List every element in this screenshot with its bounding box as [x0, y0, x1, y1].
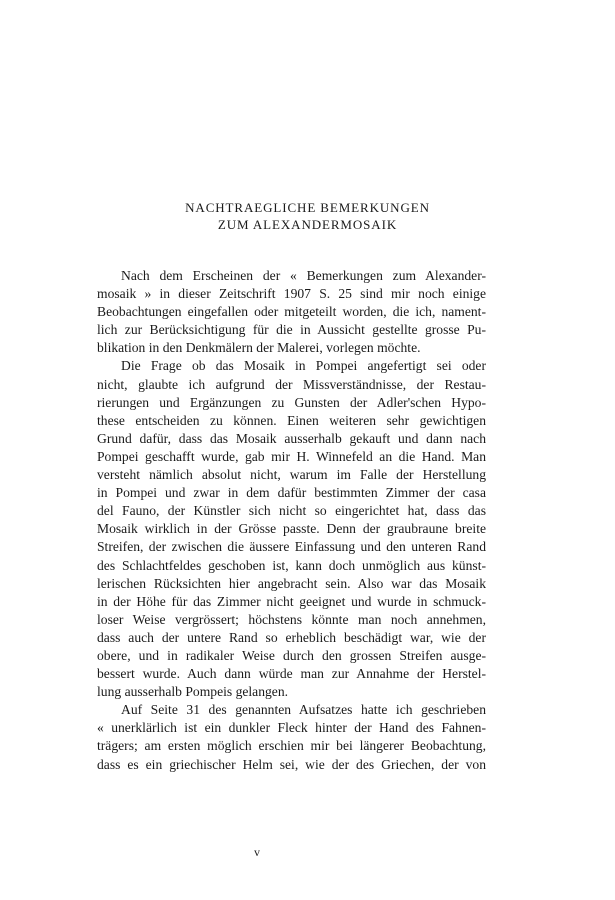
body-text	[97, 267, 486, 774]
text-line: nicht, glaubte ich aufgrund der Missverständnisse, der Restau-	[97, 376, 486, 392]
text-line: Grund dafür, dass das Mosaik ausserhalb gekauft und dann nach	[97, 430, 486, 446]
text-line: blikation in den Denkmälern der Malerei, vorlegen möchte.	[97, 340, 421, 356]
text-line: Mosaik wirklich in der Grösse passte. Denn der graubraune breite	[97, 521, 486, 537]
title-line-1: NACHTRAEGLICHE BEMERKUNGEN	[185, 200, 430, 215]
text-line: dass auch der untere Rand so erheblich beschädigt war, wie der	[97, 629, 486, 645]
signature-mark: v	[254, 845, 260, 859]
text-line: trägers; am ersten möglich erschien mir bei längerer Beobachtung,	[97, 738, 486, 754]
text-line: mosaik » in dieser Zeitschrift 1907 S. 25 sind mir noch einige	[97, 286, 486, 302]
text-line: lung ausserhalb Pompeis gelangen.	[97, 684, 289, 700]
text-line: Streifen, der zwischen die äussere Einfassung und den unteren Rand	[97, 539, 486, 555]
text-line: loser Weise vergrössert; höchstens könnte man noch annehmen,	[97, 611, 486, 627]
text-line: « unerklärlich ist ein dunkler Fleck hinter der Hand des Fahnen-	[97, 720, 486, 736]
text-line: Pompei geschafft wurde, gab mir H. Winnefeld an die Hand. Man	[97, 448, 486, 464]
text-line: these entscheiden zu können. Einen weiteren sehr gewichtigen	[97, 412, 486, 428]
text-line: lich zur Berücksichtigung für die in Aussicht gestellte grosse Pu-	[97, 322, 486, 338]
text-line: Beobachtungen eingefallen oder mitgeteilt worden, die ich, nament-	[97, 304, 486, 320]
title-line-2: ZUM ALEXANDERMOSAIK	[217, 217, 398, 232]
text-line: del Fauno, der Künstler sich nicht so eingerichtet hat, dass das	[97, 503, 486, 519]
text-line: des Schlachtfeldes geschoben ist, kann doch unmöglich aus künst-	[97, 557, 486, 573]
text-line: in der Höhe für das Zimmer nicht geeignet und wurde in schmuck-	[97, 593, 486, 609]
text-line: Nach dem Erscheinen der « Bemerkungen zum Alexander-	[121, 268, 486, 283]
text-line: Auf Seite 31 des genannten Aufsatzes hatte ich geschrieben	[121, 702, 486, 718]
text-line: in Pompei und zwar in dem dafür bestimmten Zimmer der casa	[97, 485, 486, 501]
text-line: lerischen Rücksichten hier angebracht sein. Also war das Mosaik	[97, 575, 486, 591]
text-line: rierungen und Ergänzungen zu Gunsten der Adler'schen Hypo-	[97, 394, 486, 410]
text-line: versteht nämlich absolut nicht, warum im Falle der Herstellung	[97, 467, 486, 483]
text-line: dass es ein griechischer Helm sei, wie der des Griechen, der von	[97, 756, 486, 772]
text-line: Die Frage ob das Mosaik in Pompei angefertigt sei oder	[121, 358, 486, 374]
text-line: bessert wurde. Auch dann würde man zur Annahme der Herstel-	[97, 666, 486, 682]
text-line: obere, und in radikaler Weise durch den grossen Streifen ausge-	[97, 647, 486, 663]
